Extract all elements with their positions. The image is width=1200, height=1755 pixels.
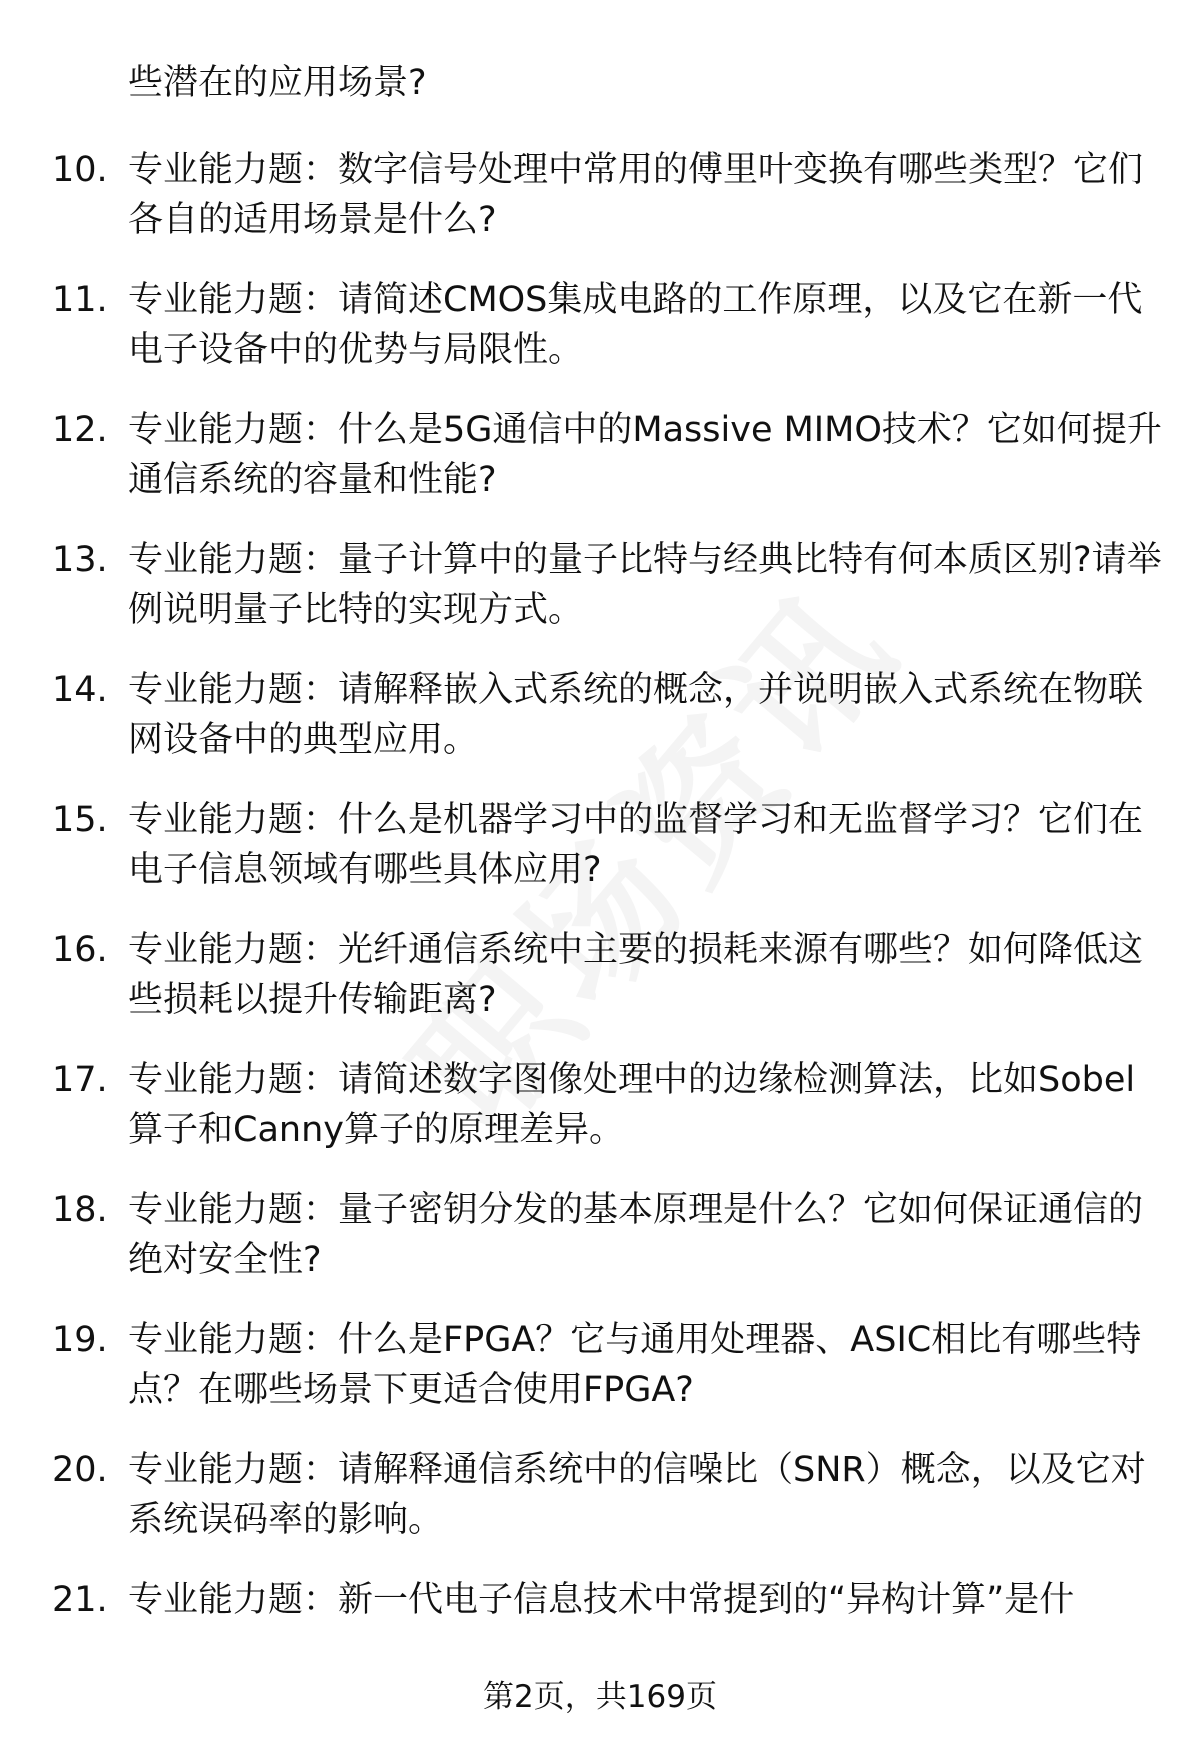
question-item xyxy=(52,145,1162,275)
question-number: 14. xyxy=(52,670,108,710)
question-list xyxy=(52,145,1162,1705)
question-number: 20. xyxy=(52,1450,108,1490)
question-number: 13. xyxy=(52,540,108,580)
question-number: 12. xyxy=(52,410,108,450)
question-text: 专业能力题：什么是5G通信中的Massive MIMO技术？它如何提升通信系统的容量和性能? xyxy=(128,410,1162,500)
question-text: 专业能力题：新一代电子信息技术中常提到的“异构计算”是什 xyxy=(128,1580,1075,1620)
question-item xyxy=(52,1055,1162,1185)
question-item xyxy=(52,795,1162,925)
question-text: 专业能力题：请简述CMOS集成电路的工作原理，以及它在新一代电子设备中的优势与局限性。 xyxy=(128,280,1143,370)
question-item xyxy=(52,275,1162,405)
question-number: 15. xyxy=(52,800,108,840)
question-text: 专业能力题：什么是机器学习中的监督学习和无监督学习？它们在电子信息领域有哪些具体应用? xyxy=(128,800,1144,890)
question-number: 11. xyxy=(52,280,108,320)
question-number: 21. xyxy=(52,1580,108,1620)
question-text: 专业能力题：请简述数字图像处理中的边缘检测算法，比如Sobel算子和Canny算子的原理差异。 xyxy=(128,1060,1136,1150)
question-text: 专业能力题：请解释通信系统中的信噪比（SNR）概念，以及它对系统误码率的影响。 xyxy=(128,1450,1146,1540)
question-item xyxy=(52,665,1162,795)
question-item xyxy=(52,1445,1162,1575)
question-text: 专业能力题：量子计算中的量子比特与经典比特有何本质区别?请举例说明量子比特的实现方式。 xyxy=(128,540,1162,630)
question-item xyxy=(52,1315,1162,1445)
question-text: 专业能力题：数字信号处理中常用的傅里叶变换有哪些类型？它们各自的适用场景是什么? xyxy=(128,150,1144,240)
question-number: 10. xyxy=(52,150,108,190)
continuation-text: 些潜在的应用场景? xyxy=(128,63,427,103)
question-item xyxy=(52,405,1162,535)
question-text: 专业能力题：什么是FPGA？它与通用处理器、ASIC相比有哪些特点？在哪些场景下更适合使用FPGA? xyxy=(128,1320,1142,1410)
question-text: 专业能力题：量子密钥分发的基本原理是什么？它如何保证通信的绝对安全性? xyxy=(128,1190,1144,1280)
question-number: 17. xyxy=(52,1060,108,1100)
question-number: 16. xyxy=(52,930,108,970)
question-number: 18. xyxy=(52,1190,108,1230)
question-item xyxy=(52,535,1162,665)
question-text: 专业能力题：光纤通信系统中主要的损耗来源有哪些？如何降低这些损耗以提升传输距离? xyxy=(128,930,1144,1020)
question-number: 19. xyxy=(52,1320,108,1360)
question-text: 专业能力题：请解释嵌入式系统的概念，并说明嵌入式系统在物联网设备中的典型应用。 xyxy=(128,670,1144,760)
question-item xyxy=(52,1185,1162,1315)
page-footer: 第2页，共169页 xyxy=(483,1679,717,1715)
question-item xyxy=(52,925,1162,1055)
